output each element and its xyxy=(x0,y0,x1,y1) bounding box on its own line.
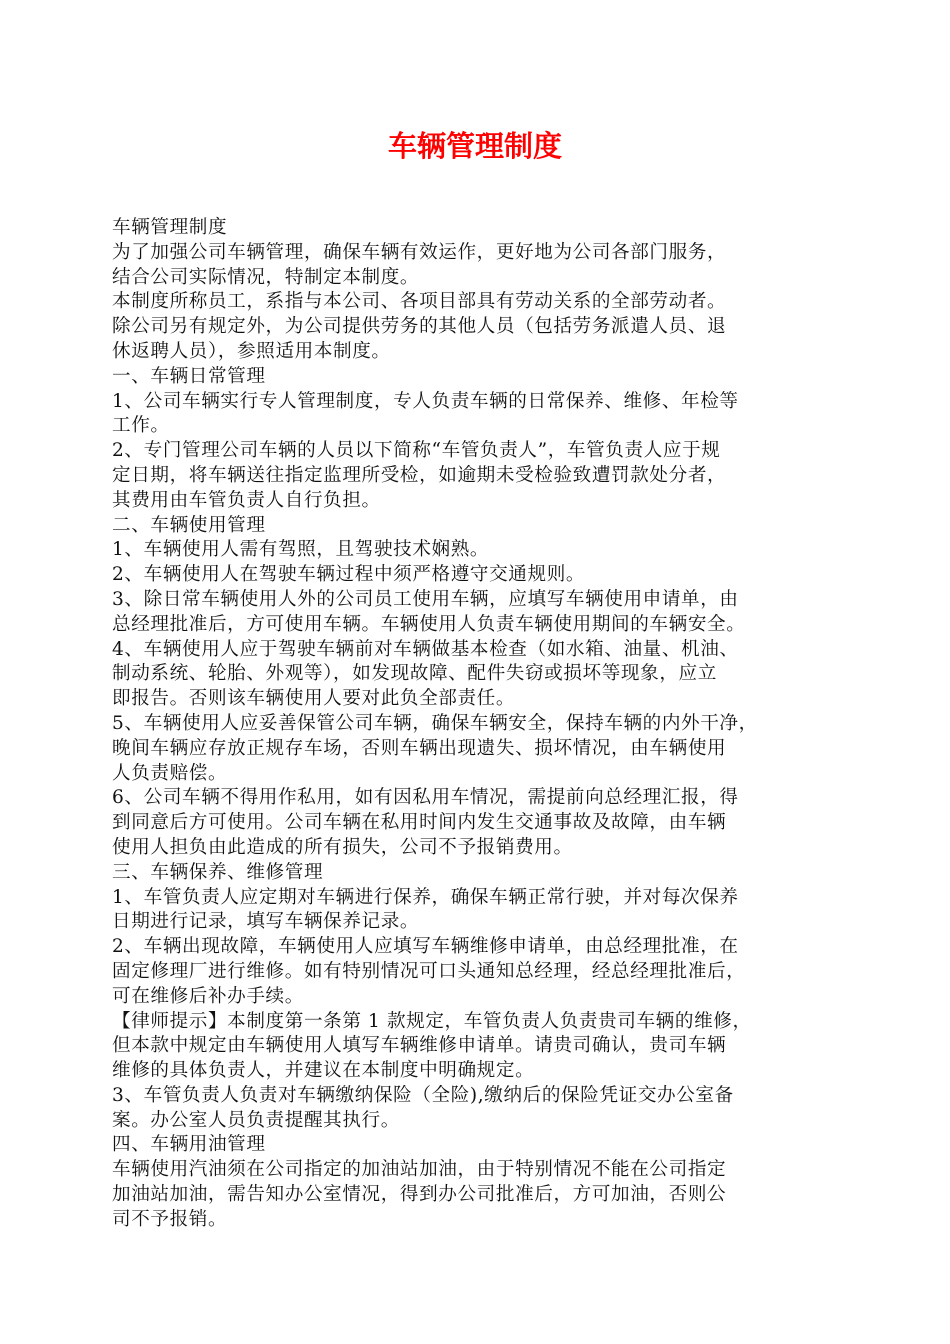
body-line: 四、车辆用油管理 xyxy=(112,1134,266,1156)
body-line: 3、车管负责人负责对车辆缴纳保险（全险),缴纳后的保险凭证交办公室备 xyxy=(112,1084,734,1106)
body-line: 结合公司实际情况，特制定本制度。 xyxy=(112,266,420,288)
body-line: 【律师提示】本制度第一条第 1 款规定，车管负责人负责贵司车辆的维修， xyxy=(112,1010,752,1032)
body-line: 但本款中规定由车辆使用人填写车辆维修申请单。请贵司确认，贵司车辆 xyxy=(112,1035,727,1057)
body-line: 1、车管负责人应定期对车辆进行保养，确保车辆正常行驶，并对每次保养 xyxy=(112,886,739,908)
body-line: 一、车辆日常管理 xyxy=(112,365,266,387)
body-line: 定日期，将车辆送往指定监理所受检，如逾期未受检验致遭罚款处分者， xyxy=(112,464,727,486)
body-line: 固定修理厂进行维修。如有特别情况可口头通知总经理，经总经理批准后， xyxy=(112,960,746,982)
body-line: 其费用由车管负责人自行负担。 xyxy=(112,489,381,511)
body-line: 案。办公室人员负责提醒其执行。 xyxy=(112,1109,400,1131)
body-line: 加油站加油，需告知办公室情况，得到办公司批准后，方可加油，否则公 xyxy=(112,1184,727,1206)
body-line: 人负责赔偿。 xyxy=(112,762,228,784)
document-body xyxy=(112,216,847,1233)
body-line: 1、车辆使用人需有驾照，且驾驶技术娴熟。 xyxy=(112,539,490,561)
body-line: 本制度所称员工，系指与本公司、各项目部具有劳动关系的全部劳动者。 xyxy=(112,291,727,313)
body-line: 2、车辆出现故障，车辆使用人应填写车辆维修申请单，由总经理批准，在 xyxy=(112,936,739,958)
body-line: 车辆使用汽油须在公司指定的加油站加油，由于特别情况不能在公司指定 xyxy=(112,1159,727,1181)
body-line: 制动系统、轮胎、外观等），如发现故障、配件失窃或损坏等现象，应立 xyxy=(112,663,717,685)
body-line: 总经理批准后，方可使用车辆。车辆使用人负责车辆使用期间的车辆安全。 xyxy=(112,613,746,635)
document-title: 车辆管理制度 xyxy=(387,129,562,163)
body-line: 2、专门管理公司车辆的人员以下简称“车管负责人”，车管负责人应于规 xyxy=(112,440,721,462)
body-line: 休返聘人员），参照适用本制度。 xyxy=(112,340,391,362)
body-line: 4、车辆使用人应于驾驶车辆前对车辆做基本检查（如水箱、油量、机油、 xyxy=(112,638,739,660)
body-line: 三、车辆保养、维修管理 xyxy=(112,861,324,883)
body-line: 可在维修后补办手续。 xyxy=(112,985,304,1007)
body-line: 1、公司车辆实行专人管理制度，专人负责车辆的日常保养、维修、年检等 xyxy=(112,390,739,412)
body-line: 日期进行记录，填写车辆保养记录。 xyxy=(112,911,420,933)
body-line: 6、公司车辆不得用作私用，如有因私用车情况，需提前向总经理汇报，得 xyxy=(112,787,739,809)
body-line: 除公司另有规定外，为公司提供劳务的其他人员（包括劳务派遣人员、退 xyxy=(112,316,727,338)
body-line: 工作。 xyxy=(112,415,170,437)
body-line: 5、车辆使用人应妥善保管公司车辆，确保车辆安全，保持车辆的内外干净， xyxy=(112,712,758,734)
body-line: 到同意后方可使用。公司车辆在私用时间内发生交通事故及故障，由车辆 xyxy=(112,812,727,834)
body-line: 司不予报销。 xyxy=(112,1208,228,1230)
body-line: 维修的具体负责人，并建议在本制度中明确规定。 xyxy=(112,1060,535,1082)
body-line: 2、车辆使用人在驾驶车辆过程中须严格遵守交通规则。 xyxy=(112,564,586,586)
body-line: 晚间车辆应存放正规存车场，否则车辆出现遗失、损坏情况，由车辆使用 xyxy=(112,737,727,759)
body-line: 车辆管理制度 xyxy=(112,217,228,238)
body-line: 使用人担负由此造成的所有损失，公司不予报销费用。 xyxy=(112,836,573,858)
body-line: 3、除日常车辆使用人外的公司员工使用车辆，应填写车辆使用申请单，由 xyxy=(112,588,739,610)
body-line: 为了加强公司车辆管理，确保车辆有效运作，更好地为公司各部门服务， xyxy=(112,241,727,263)
body-line: 即报告。否则该车辆使用人要对此负全部责任。 xyxy=(112,688,516,710)
body-line: 二、车辆使用管理 xyxy=(112,514,266,536)
